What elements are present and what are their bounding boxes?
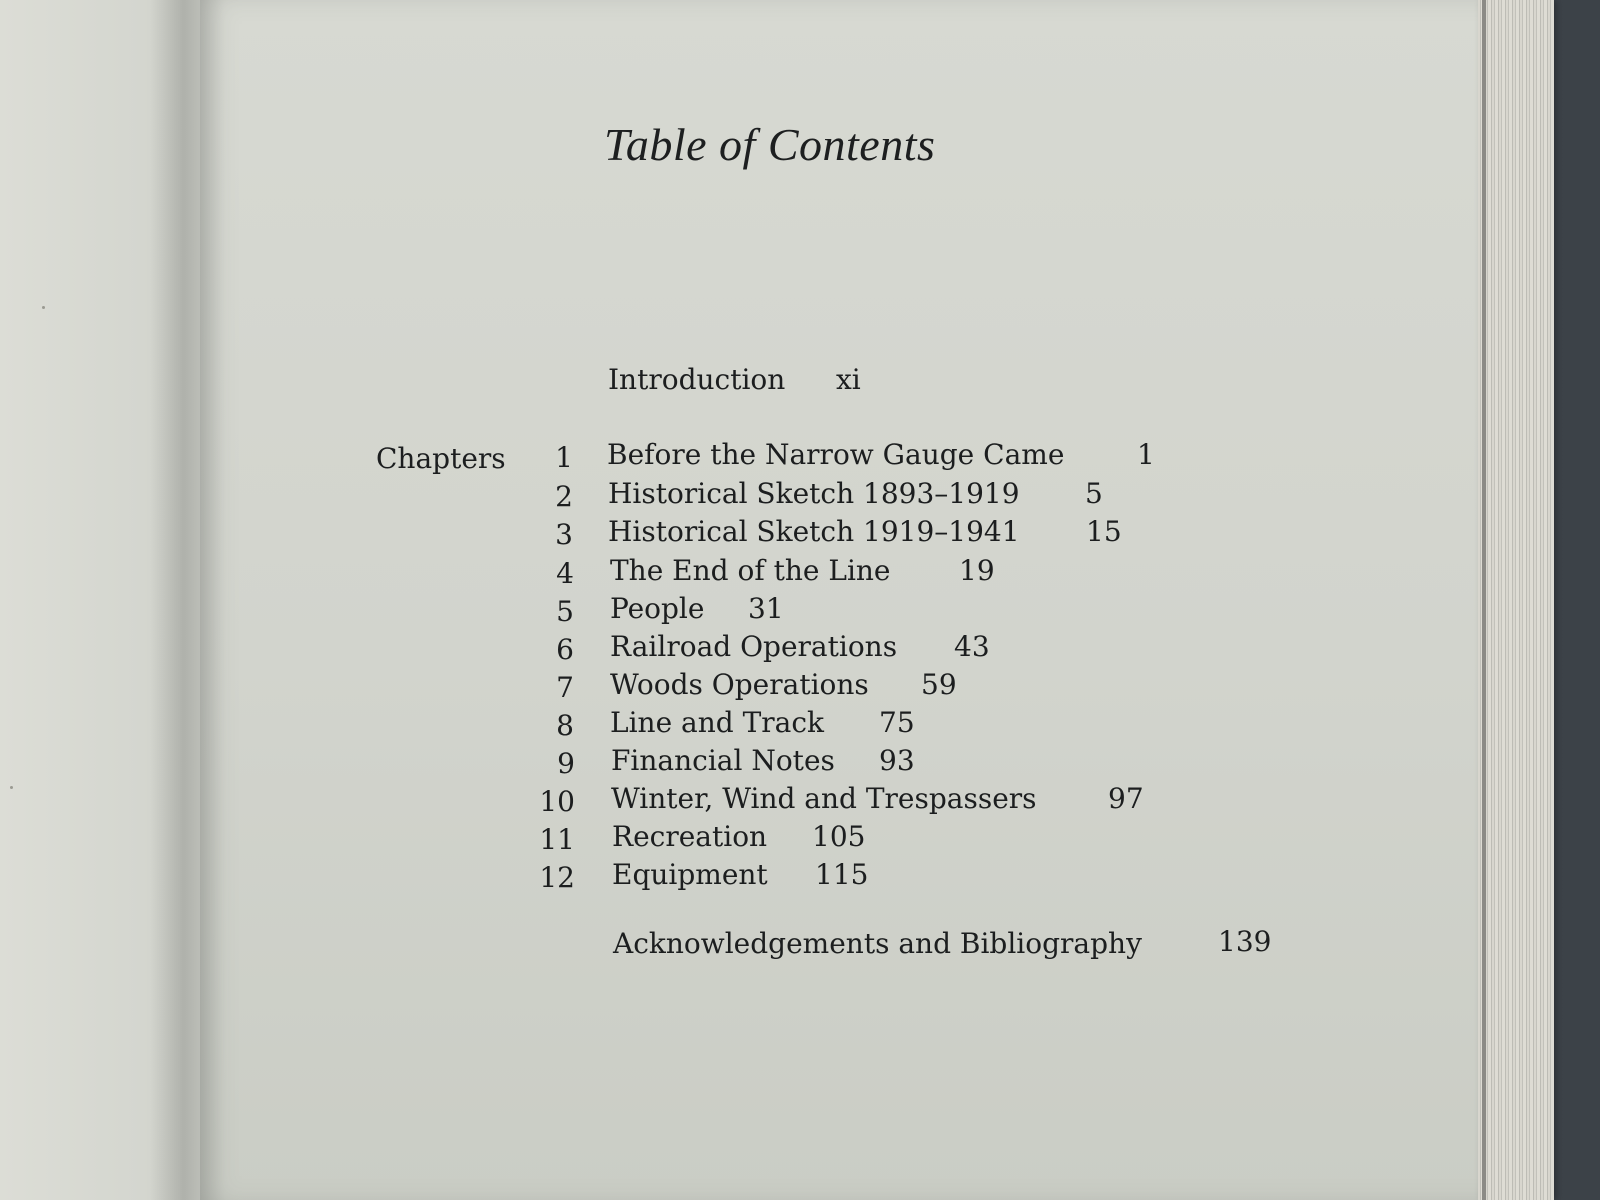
chapter-number: 5 [556, 595, 574, 628]
chapter-number: 2 [555, 480, 573, 513]
chapter-title: The End of the Line [610, 554, 891, 587]
chapter-title: Financial Notes [611, 744, 835, 777]
right-page [200, 0, 1490, 1200]
chapter-number: 6 [556, 633, 574, 666]
chapter-title: Historical Sketch 1893–1919 [608, 477, 1020, 510]
chapter-number: 11 [539, 823, 575, 856]
chapter-number: 1 [555, 441, 573, 474]
chapter-page: 31 [748, 592, 784, 625]
chapter-title: Equipment [612, 858, 768, 891]
chapter-number: 3 [555, 518, 573, 551]
chapter-page: 97 [1108, 782, 1144, 815]
chapter-title: Woods Operations [610, 668, 869, 701]
chapter-page: 43 [954, 630, 990, 663]
page-edge-shadow [1482, 0, 1486, 1200]
chapter-number: 8 [556, 709, 574, 742]
chapters-label: Chapters [376, 442, 506, 475]
chapter-page: 75 [879, 706, 915, 739]
chapter-page: 115 [815, 858, 869, 891]
chapter-page: 15 [1086, 515, 1122, 548]
paper-speck [10, 786, 13, 789]
introduction-label: Introduction [608, 363, 786, 396]
chapter-title: Line and Track [610, 706, 825, 739]
chapter-page: 93 [879, 744, 915, 777]
chapter-number: 12 [539, 861, 575, 894]
back-matter-page: 139 [1218, 925, 1272, 958]
book-gutter [150, 0, 225, 1200]
chapter-number: 10 [539, 785, 575, 818]
chapter-number: 7 [556, 671, 574, 704]
chapter-title: Historical Sketch 1919–1941 [608, 515, 1020, 548]
chapter-title: Before the Narrow Gauge Came [607, 438, 1065, 471]
chapter-title: Recreation [612, 820, 768, 853]
page-title: Table of Contents [604, 119, 936, 170]
introduction-page: xi [836, 363, 861, 396]
chapter-page: 19 [959, 554, 995, 587]
chapter-number: 4 [556, 557, 574, 590]
chapter-number: 9 [557, 747, 575, 780]
chapter-title: Winter, Wind and Trespassers [611, 782, 1037, 815]
chapter-title: Railroad Operations [610, 630, 898, 663]
page-edges [1478, 0, 1554, 1200]
chapter-page: 105 [812, 820, 866, 853]
paper-speck [42, 306, 45, 309]
chapter-page: 59 [921, 668, 957, 701]
chapter-page: 1 [1137, 438, 1155, 471]
back-matter-label: Acknowledgements and Bibliography [613, 927, 1142, 960]
chapter-page: 5 [1085, 477, 1103, 510]
chapter-title: People [610, 592, 705, 625]
